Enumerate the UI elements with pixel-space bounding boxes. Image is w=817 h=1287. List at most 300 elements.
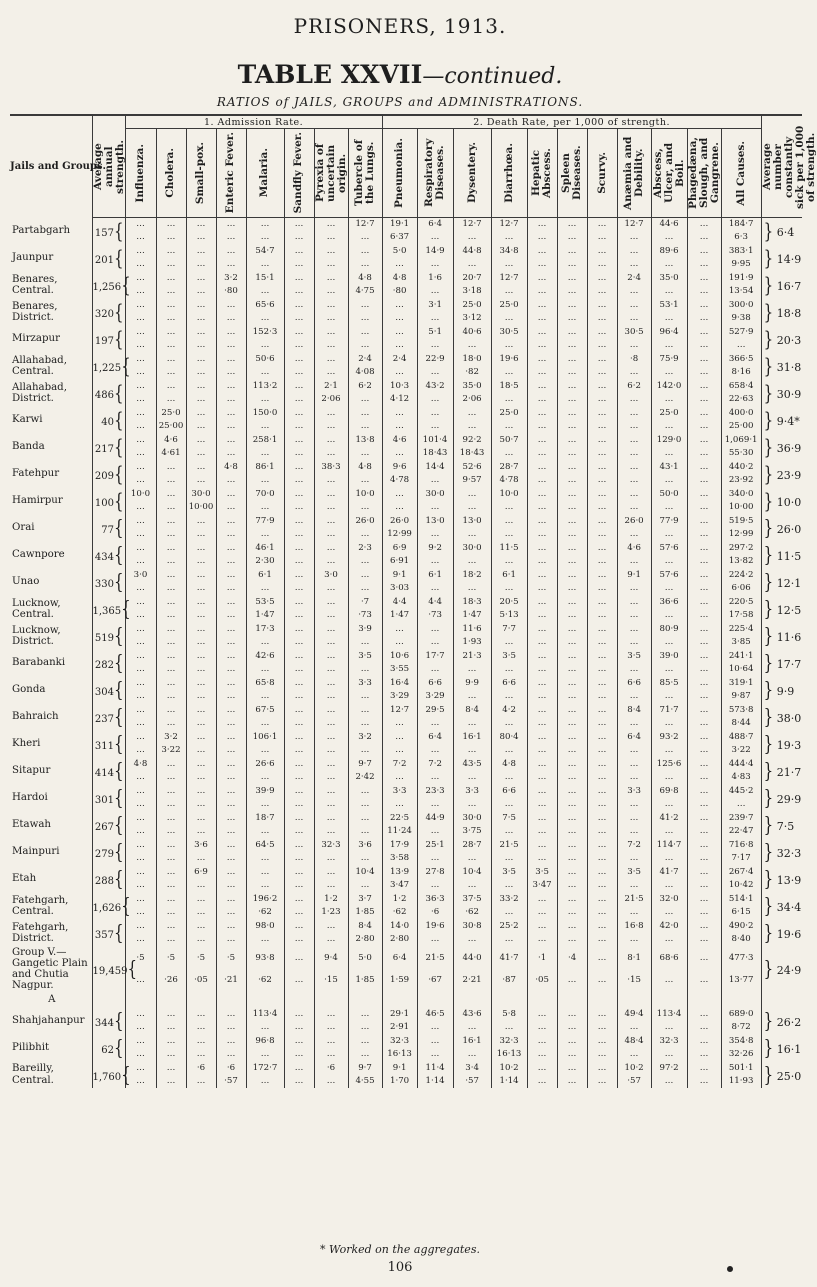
death-rate-cell: … — [186, 663, 216, 677]
rate-cell: 1·2 — [314, 893, 348, 907]
brace-glyph: } — [763, 353, 774, 379]
rate-cell: 319·1 — [721, 677, 761, 691]
rate-cell: … — [587, 218, 617, 232]
table-subtitle: RATIOS of JAILS, GROUPS and ADMINISTRATIONS. — [216, 95, 584, 109]
rate-cell: … — [617, 299, 651, 313]
rate-cell: 477·3 — [721, 947, 761, 970]
rate-cell: … — [284, 947, 314, 970]
rate-cell: 6·2 — [348, 380, 382, 394]
rate-cell: … — [216, 245, 246, 259]
average-strength: 1,256{ — [92, 272, 131, 298]
rate-cell: … — [687, 299, 721, 313]
death-rate-cell: 8·72 — [721, 1021, 761, 1035]
jail-name: Fatehgarh, Central. — [12, 894, 69, 917]
rate-cell: … — [491, 515, 527, 529]
rate-cell: ·1 — [527, 947, 557, 970]
death-rate-cell: … — [491, 447, 527, 461]
rate-cell: … — [216, 434, 246, 448]
average-strength: 279{ — [92, 839, 125, 866]
death-rate-cell: … — [216, 447, 246, 461]
death-rate-cell: … — [453, 717, 491, 731]
death-rate-cell: … — [453, 879, 491, 893]
death-rate-cell: … — [587, 663, 617, 677]
rate-cell: 96·8 — [246, 1034, 284, 1048]
death-rate-cell: … — [557, 663, 587, 677]
rate-cell: 6·1 — [491, 569, 527, 583]
rate-cell: 43·1 — [651, 461, 687, 475]
rate-cell: … — [557, 650, 587, 664]
rate-cell: 18·0 — [453, 353, 491, 367]
rate-cell: … — [527, 785, 557, 799]
rate-cell: … — [687, 245, 721, 259]
rate-cell: … — [687, 758, 721, 772]
table-row-deaths — [10, 771, 802, 785]
column-header: Respiratory Diseases. — [417, 129, 453, 218]
rate-cell: … — [186, 812, 216, 826]
death-rate-cell: … — [246, 312, 284, 326]
rate-cell: … — [314, 623, 348, 637]
column-header: All Causes. — [721, 129, 761, 218]
brace-glyph: } — [763, 758, 774, 784]
rate-cell: … — [186, 704, 216, 718]
death-rate-cell: … — [527, 339, 557, 353]
death-rate-cell: 16·13 — [382, 1048, 417, 1062]
death-rate-cell: … — [617, 852, 651, 866]
rate-cell: 13·8 — [348, 434, 382, 448]
rate-cell: 12·7 — [453, 218, 491, 232]
death-rate-cell: … — [348, 420, 382, 434]
rate-cell: 77·9 — [246, 515, 284, 529]
rate-cell: … — [314, 245, 348, 259]
brace-glyph: } — [763, 920, 774, 946]
death-rate-cell: … — [216, 312, 246, 326]
rate-cell: 21·3 — [453, 650, 491, 664]
death-rate-cell: … — [417, 852, 453, 866]
death-rate-cell: 1·85 — [348, 906, 382, 920]
rate-cell: 224·2 — [721, 569, 761, 583]
rate-cell: … — [557, 731, 587, 745]
rate-cell: … — [125, 1007, 156, 1021]
death-rate-cell: … — [453, 933, 491, 947]
rate-cell: … — [587, 569, 617, 583]
rate-cell: 6·4 — [417, 731, 453, 745]
death-rate-cell: … — [382, 717, 417, 731]
death-rate-cell: ·26 — [156, 969, 186, 991]
rate-cell: … — [125, 920, 156, 934]
rate-cell: 18·5 — [491, 380, 527, 394]
empty-cell — [761, 991, 802, 1007]
table-row-deaths — [10, 825, 802, 839]
death-rate-cell: 1·23 — [314, 906, 348, 920]
rate-cell: … — [587, 1034, 617, 1048]
rate-cell: … — [557, 758, 587, 772]
rate-cell: … — [216, 326, 246, 340]
death-rate-cell: … — [557, 690, 587, 704]
death-rate-cell: … — [651, 879, 687, 893]
rate-cell: 25·0 — [491, 299, 527, 313]
rate-cell: … — [125, 812, 156, 826]
death-rate-cell: … — [314, 555, 348, 569]
death-rate-cell: … — [587, 447, 617, 461]
death-rate-cell: … — [453, 339, 491, 353]
death-rate-cell: … — [284, 906, 314, 920]
death-rate-cell: … — [587, 636, 617, 650]
death-rate-cell: … — [156, 312, 186, 326]
rate-cell: … — [687, 947, 721, 970]
death-rate-cell: 2·21 — [453, 969, 491, 991]
table-row — [10, 380, 802, 394]
death-rate-cell: … — [491, 825, 527, 839]
rate-cell: 19·6 — [417, 920, 453, 934]
death-rate-cell: … — [453, 771, 491, 785]
rate-cell: … — [587, 272, 617, 286]
rate-cell: … — [687, 812, 721, 826]
rate-cell: 3·0 — [314, 569, 348, 583]
running-head: PRISONERS, 1913. — [293, 14, 507, 38]
column-header: Sandfly Fever. — [284, 129, 314, 218]
death-rate-cell: … — [125, 906, 156, 920]
death-rate-cell: 1·47 — [382, 609, 417, 623]
death-rate-cell: … — [156, 1048, 186, 1062]
rate-cell: 9·4 — [314, 947, 348, 970]
death-rate-cell: 18·43 — [453, 447, 491, 461]
rate-cell: … — [246, 866, 284, 880]
death-rate-cell: … — [557, 447, 587, 461]
rate-cell: … — [216, 353, 246, 367]
rate-cell: 39·9 — [246, 785, 284, 799]
death-rate-cell: … — [651, 1075, 687, 1088]
death-rate-cell: … — [651, 366, 687, 380]
death-rate-cell: … — [491, 258, 527, 272]
rate-cell: 65·6 — [246, 299, 284, 313]
death-rate-cell: … — [246, 501, 284, 515]
death-rate-cell: … — [557, 717, 587, 731]
brace-glyph: { — [113, 731, 124, 757]
death-rate-cell: … — [186, 366, 216, 380]
death-rate-cell: … — [587, 555, 617, 569]
average-strength: 237{ — [92, 704, 125, 731]
rate-cell: 28·7 — [491, 461, 527, 475]
death-rate-cell: … — [186, 285, 216, 299]
death-rate-cell: … — [314, 582, 348, 596]
death-rate-cell: … — [186, 339, 216, 353]
death-rate-cell: … — [453, 852, 491, 866]
rate-cell: 17·7 — [417, 650, 453, 664]
empty-cell — [382, 991, 417, 1007]
rate-cell: 37·5 — [453, 893, 491, 907]
death-rate-cell: … — [587, 744, 617, 758]
death-rate-cell: 4·78 — [382, 474, 417, 488]
rate-cell: … — [587, 596, 617, 610]
death-rate-cell: … — [348, 690, 382, 704]
rate-cell: 490·2 — [721, 920, 761, 934]
rate-cell: 16·4 — [382, 677, 417, 691]
empty-cell — [92, 991, 125, 1007]
rate-cell: … — [557, 1061, 587, 1075]
death-rate-cell: … — [246, 393, 284, 407]
death-rate-cell: … — [417, 717, 453, 731]
death-rate-cell: … — [284, 555, 314, 569]
rate-cell: … — [216, 380, 246, 394]
death-rate-cell: … — [246, 582, 284, 596]
death-rate-cell: … — [617, 447, 651, 461]
rate-cell: … — [348, 299, 382, 313]
death-rate-cell: … — [527, 1048, 557, 1062]
death-rate-cell: … — [651, 285, 687, 299]
rate-cell: 97·2 — [651, 1061, 687, 1075]
death-rate-cell: 2·30 — [246, 555, 284, 569]
death-rate-cell: … — [314, 798, 348, 812]
death-rate-cell: 12·99 — [721, 528, 761, 542]
death-rate-cell: … — [246, 1048, 284, 1062]
rate-cell: 20·5 — [491, 596, 527, 610]
empty-cell — [453, 991, 491, 1007]
death-rate-cell: … — [382, 258, 417, 272]
death-rate-cell: … — [557, 744, 587, 758]
death-rate-cell: … — [687, 285, 721, 299]
sick-rate: } 10·0 — [761, 488, 802, 515]
rate-cell: ·6 — [186, 1061, 216, 1075]
rate-cell: 10·0 — [348, 488, 382, 502]
rate-cell: … — [216, 731, 246, 745]
rate-cell: 113·2 — [246, 380, 284, 394]
column-header: Tubercle of the Lungs. — [348, 129, 382, 218]
death-rate-cell: … — [216, 852, 246, 866]
death-rate-cell: 1·47 — [453, 609, 491, 623]
rate-cell: … — [314, 731, 348, 745]
rate-cell: … — [284, 893, 314, 907]
rate-cell: 7·2 — [617, 839, 651, 853]
death-rate-cell: 32·26 — [721, 1048, 761, 1062]
death-rate-cell: … — [587, 771, 617, 785]
rate-cell: … — [557, 380, 587, 394]
death-rate-cell: … — [491, 636, 527, 650]
sick-rate: } 30·9 — [761, 380, 802, 407]
death-rate-cell: … — [687, 258, 721, 272]
death-rate-cell: … — [557, 1021, 587, 1035]
average-strength: 282{ — [92, 650, 125, 677]
death-rate-cell: … — [527, 312, 557, 326]
rate-cell: … — [527, 434, 557, 448]
death-rate-cell: … — [687, 474, 721, 488]
sick-rate: } 12·1 — [761, 569, 802, 596]
death-rate-cell: … — [587, 1048, 617, 1062]
rate-cell: 501·1 — [721, 1061, 761, 1075]
death-rate-cell: … — [284, 528, 314, 542]
death-rate-cell: … — [348, 798, 382, 812]
death-rate-cell: ·15 — [314, 969, 348, 991]
rate-cell: 22·5 — [382, 812, 417, 826]
death-rate-cell: … — [186, 717, 216, 731]
table-row — [10, 623, 802, 637]
death-rate-cell: … — [453, 555, 491, 569]
death-rate-cell: … — [617, 339, 651, 353]
average-strength: 201{ — [92, 245, 125, 272]
death-rate-cell: … — [156, 933, 186, 947]
rate-cell: 39·0 — [651, 650, 687, 664]
column-header: Small-pox. — [186, 129, 216, 218]
rate-cell: … — [557, 542, 587, 556]
death-rate-cell: … — [587, 690, 617, 704]
rate-cell: … — [587, 839, 617, 853]
jail-name: Allahabad, District. — [12, 381, 67, 404]
section-letter: A — [48, 993, 56, 1005]
death-rate-cell: … — [651, 420, 687, 434]
death-rate-cell: … — [156, 879, 186, 893]
death-rate-cell: ·73 — [348, 609, 382, 623]
rate-cell: … — [186, 569, 216, 583]
rate-cell: 3·6 — [186, 839, 216, 853]
brace-glyph: } — [763, 380, 774, 406]
rate-cell: 527·9 — [721, 326, 761, 340]
death-rate-cell: … — [125, 1048, 156, 1062]
brace-glyph: } — [763, 219, 774, 244]
death-rate-cell: ·87 — [491, 969, 527, 991]
rate-cell: … — [186, 920, 216, 934]
death-rate-cell: … — [491, 393, 527, 407]
death-rate-cell: … — [587, 339, 617, 353]
sick-rate: } 11·5 — [761, 542, 802, 569]
jail-name: Shahjahanpur — [12, 1015, 85, 1027]
death-rate-cell: ·15 — [617, 969, 651, 991]
death-rate-cell: … — [382, 339, 417, 353]
death-rate-cell: … — [651, 825, 687, 839]
rate-cell: … — [587, 326, 617, 340]
rate-cell: 3·5 — [617, 650, 651, 664]
table-row — [10, 650, 802, 664]
jail-name: Pilibhit — [12, 1042, 50, 1054]
rate-cell: … — [453, 407, 491, 421]
rate-cell: … — [314, 326, 348, 340]
table-row-deaths — [10, 663, 802, 677]
rate-cell: … — [687, 704, 721, 718]
sick-rate: } 12·5 — [761, 596, 802, 623]
rate-cell: 11·6 — [453, 623, 491, 637]
rate-cell: 113·4 — [246, 1007, 284, 1021]
rate-cell: 64·5 — [246, 839, 284, 853]
death-rate-cell: … — [557, 1075, 587, 1088]
death-rate-cell: … — [125, 393, 156, 407]
sick-rate: } 24·9 — [761, 947, 802, 992]
death-rate-cell: … — [156, 528, 186, 542]
rate-cell: … — [156, 272, 186, 286]
death-rate-cell: … — [651, 852, 687, 866]
rate-cell: … — [687, 461, 721, 475]
death-rate-cell: … — [491, 771, 527, 785]
death-rate-cell: … — [314, 690, 348, 704]
average-strength: 486{ — [92, 380, 125, 407]
death-rate-cell: … — [557, 339, 587, 353]
rate-cell: 35·0 — [651, 272, 687, 286]
rate-cell: … — [284, 758, 314, 772]
death-rate-cell: … — [453, 501, 491, 515]
column-header: Malaria. — [246, 129, 284, 218]
rate-cell: … — [156, 299, 186, 313]
brace-glyph: { — [113, 920, 124, 946]
death-rate-cell: … — [617, 879, 651, 893]
rate-cell: 5·0 — [382, 245, 417, 259]
rate-cell: … — [587, 920, 617, 934]
death-rate-cell: … — [557, 285, 587, 299]
death-rate-cell: 4·61 — [156, 447, 186, 461]
death-rate-cell: … — [348, 879, 382, 893]
death-rate-cell: … — [348, 636, 382, 650]
rate-cell: 32·3 — [314, 839, 348, 853]
brace-glyph: { — [113, 434, 124, 460]
rate-cell: … — [557, 245, 587, 259]
rate-cell: 16·8 — [617, 920, 651, 934]
rate-cell: … — [156, 1007, 186, 1021]
death-rate-cell: 16·13 — [491, 1048, 527, 1062]
strength-header: Average annual strength. — [92, 115, 125, 218]
death-rate-cell: … — [216, 1021, 246, 1035]
rate-cell: … — [186, 326, 216, 340]
rate-cell: 6·4 — [417, 218, 453, 232]
death-rate-cell: … — [587, 231, 617, 245]
rate-cell: 9·7 — [348, 758, 382, 772]
death-rate-cell: 6·3 — [721, 231, 761, 245]
table-row-deaths — [10, 447, 802, 461]
death-rate-cell: … — [246, 879, 284, 893]
table-row — [10, 1061, 802, 1075]
death-rate-cell: … — [382, 798, 417, 812]
death-rate-cell: … — [314, 231, 348, 245]
rate-cell: 71·7 — [651, 704, 687, 718]
rate-cell: … — [687, 407, 721, 421]
sick-rate: } 23·9 — [761, 461, 802, 488]
death-rate-cell: … — [186, 1048, 216, 1062]
death-rate-cell: … — [651, 690, 687, 704]
death-rate-cell: 3·55 — [382, 663, 417, 677]
death-rate-cell: … — [156, 852, 186, 866]
rate-cell: … — [617, 623, 651, 637]
table-row — [10, 1034, 802, 1048]
rate-cell: … — [557, 677, 587, 691]
brace-glyph: { — [113, 299, 124, 325]
rate-cell: 2·3 — [348, 542, 382, 556]
rate-cell: … — [687, 434, 721, 448]
rate-cell: … — [617, 245, 651, 259]
rate-cell: 12·7 — [491, 218, 527, 232]
rate-cell: 25·0 — [651, 407, 687, 421]
death-rate-header: 2. Death Rate, per 1,000 of strength. — [382, 115, 761, 129]
death-rate-cell: … — [125, 690, 156, 704]
rate-cell: … — [527, 461, 557, 475]
rate-cell: 297·2 — [721, 542, 761, 556]
death-rate-cell: … — [125, 231, 156, 245]
brace-glyph: } — [763, 1035, 774, 1061]
column-header: Dysentery. — [453, 129, 491, 218]
column-header: Spleen Diseases. — [557, 129, 587, 218]
table-row — [10, 245, 802, 259]
rate-cell: … — [557, 920, 587, 934]
table-row — [10, 1007, 802, 1021]
death-rate-cell: … — [348, 501, 382, 515]
death-rate-cell: … — [216, 933, 246, 947]
death-rate-cell: … — [382, 744, 417, 758]
death-rate-cell: … — [687, 609, 721, 623]
rate-cell: 6·1 — [417, 569, 453, 583]
death-rate-cell: … — [687, 825, 721, 839]
death-rate-cell: … — [246, 852, 284, 866]
death-rate-cell: … — [687, 798, 721, 812]
death-rate-cell: 1·14 — [417, 1075, 453, 1088]
death-rate-cell: … — [687, 528, 721, 542]
rate-cell: … — [284, 461, 314, 475]
death-rate-cell: 3·58 — [382, 852, 417, 866]
death-rate-cell: … — [587, 366, 617, 380]
death-rate-cell: ·62 — [453, 906, 491, 920]
